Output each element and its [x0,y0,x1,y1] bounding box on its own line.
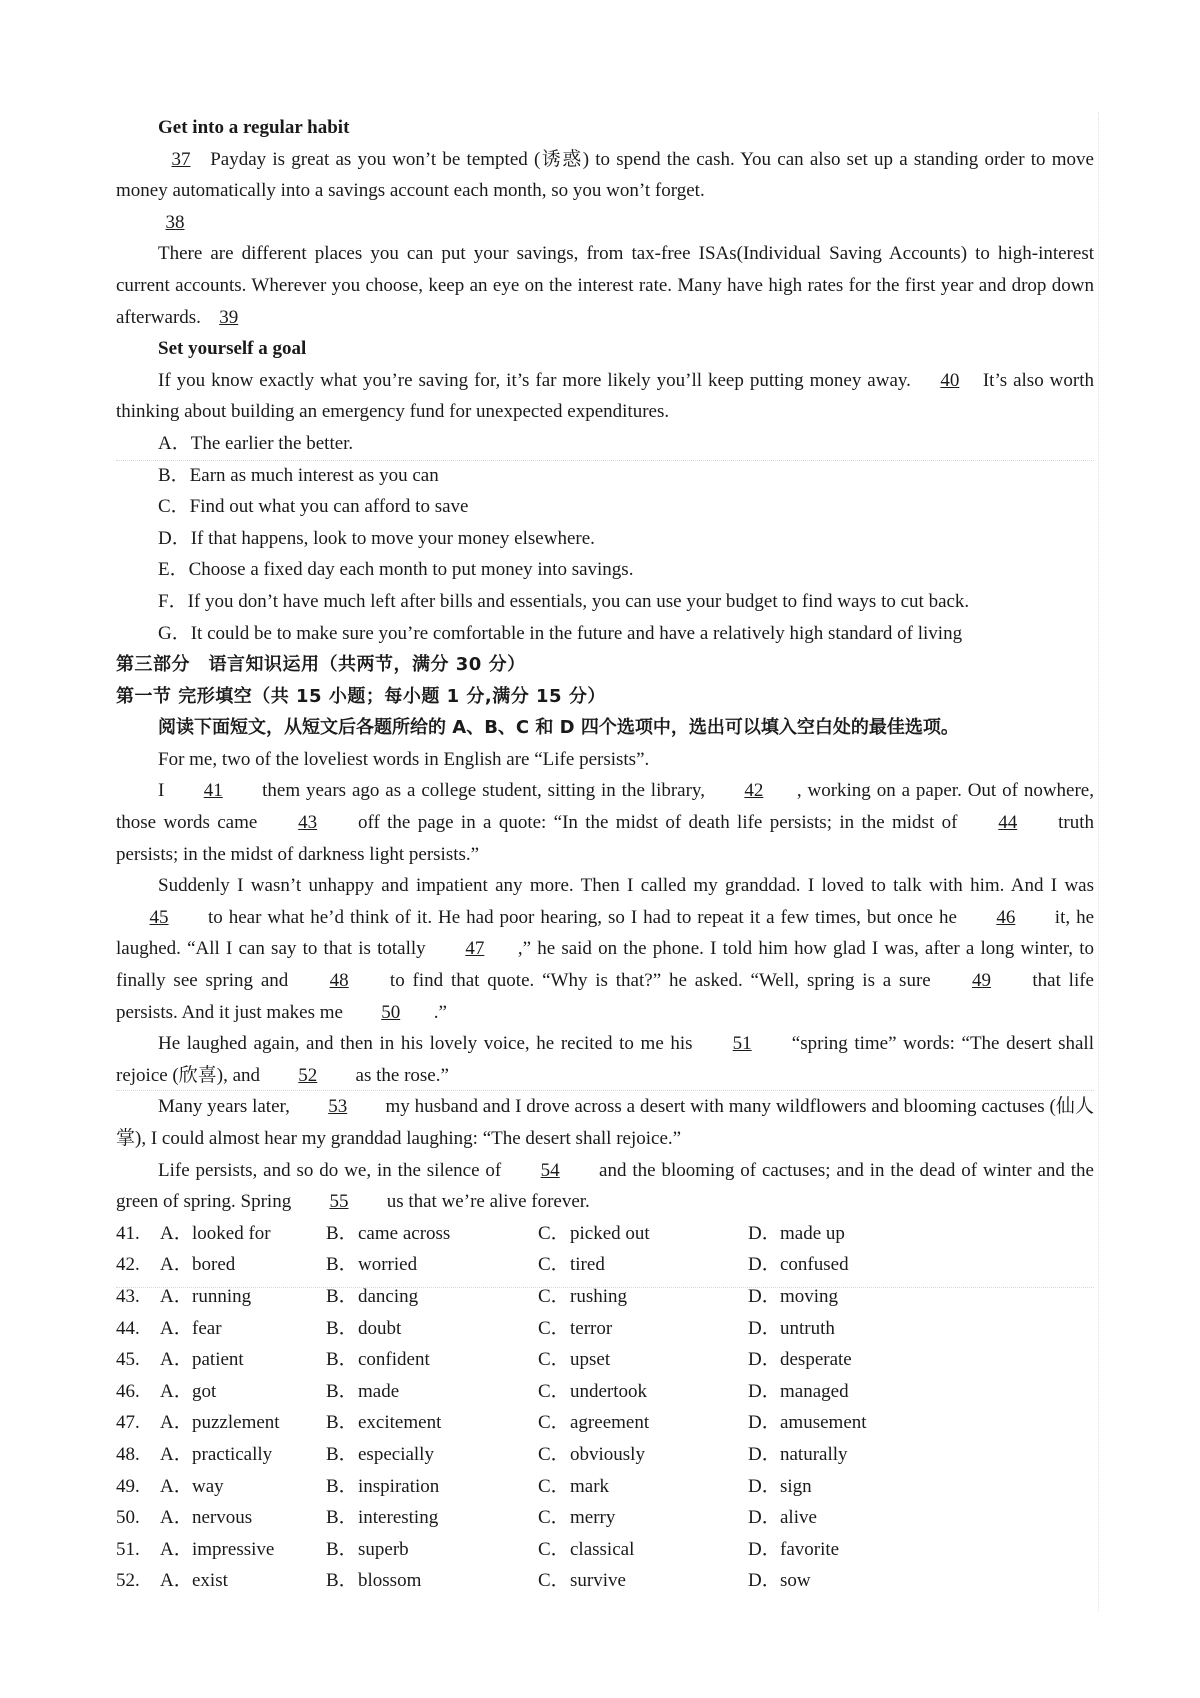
passage-text: .” [433,1001,447,1023]
choice-text: doubt [358,1317,402,1339]
choice-option-d [748,1471,948,1503]
choice-text: practically [192,1443,273,1465]
question-number: 51. [116,1538,140,1560]
choice-option-a [160,1281,326,1313]
choice-option-a [160,1376,326,1408]
question-number: 41. [116,1222,140,1244]
blank-39: 39 [219,306,239,328]
choice-option-c [538,1313,748,1345]
choice-letter: A． [160,1538,193,1560]
blank-41: 41 [203,780,223,802]
choice-text: nervous [192,1507,253,1529]
choice-letter: A． [160,1570,193,1592]
passage-text: Many years later, [158,1096,295,1118]
choice-option-a [160,1534,326,1566]
choice-letter: D． [748,1222,781,1244]
choice-text: untruth [780,1317,835,1339]
passage-text: and the blooming of cactuses; and in the dead of winter and the green of spring. Spring [116,1159,1094,1213]
passage-text: Life persists, and so do we, in the silence of [158,1159,508,1181]
choice-option-a [160,1439,326,1471]
choice-row [116,1218,1094,1250]
option-d: D．If that happens, look to move your money elsewhere. [158,527,595,549]
passage-text: off the page in a quote: “In the midst of death life persists; in the midst of [350,812,965,834]
choice-letter: D． [748,1380,781,1402]
choice-text: especially [358,1443,434,1465]
choice-text: mark [570,1475,610,1497]
choice-letter: C． [538,1317,570,1339]
choice-text: impressive [192,1538,275,1560]
choice-option-c [538,1249,748,1281]
choice-option-c [538,1565,748,1597]
choice-text: dancing [358,1285,419,1307]
passage-text: truth persists; in the midst of darkness light persists.” [116,812,1094,865]
heading-set-goal: Set yourself a goal [158,338,307,360]
choice-option-c [538,1534,748,1566]
passage-p6 [116,1155,1094,1218]
choice-letter: D． [748,1412,781,1434]
choice-letter: C． [538,1570,570,1592]
choice-letter: C． [538,1285,570,1307]
choice-option-b [326,1376,538,1408]
choice-letter: B． [326,1349,358,1371]
choice-letter: C． [538,1507,570,1529]
choice-option-b [326,1502,538,1534]
choice-option-d [748,1249,948,1281]
choice-option-d [748,1534,948,1566]
paragraph-text: Payday is great as you won’t be tempted (诱惑) to spend the cash. You can also set up a standing order to move money automatically into a savings account each month, so you won’t forget. [116,148,1094,202]
choice-text: blossom [358,1570,422,1592]
choice-row [116,1565,1094,1597]
choice-letter: D． [748,1570,781,1592]
blank-48: 48 [329,970,349,992]
choice-text: tired [570,1254,605,1276]
choice-option-b [326,1407,538,1439]
question-number: 47. [116,1412,140,1434]
choice-text: patient [192,1349,244,1371]
choice-row [116,1281,1094,1313]
paragraph-text: If you know exactly what you’re saving for, it’s far more likely you’ll keep putting money away. [158,369,917,391]
choice-text: inspiration [358,1475,440,1497]
choice-option-a [160,1218,326,1250]
choice-text: confused [780,1254,849,1276]
section1-title: 第一节 完形填空（共 15 小题；每小题 1 分,满分 15 分） [116,685,606,707]
choice-row [116,1439,1094,1471]
choice-letter: B． [326,1443,358,1465]
choice-letter: B． [326,1317,358,1339]
choice-row [116,1344,1094,1376]
passage-text: us that we’re alive forever. [381,1191,590,1213]
blank-38: 38 [165,211,185,233]
choice-letter: B． [326,1570,358,1592]
choice-text: desperate [780,1349,852,1371]
blank-40: 40 [940,369,960,391]
choice-row [116,1534,1094,1566]
choice-option-d [748,1502,948,1534]
paragraph-38 [116,207,1094,239]
choice-text: undertook [570,1380,648,1402]
choice-text: got [192,1380,217,1402]
choice-text: classical [570,1538,635,1560]
question-number: 48. [116,1443,140,1465]
choice-text: upset [570,1349,611,1371]
question-number: 50. [116,1507,140,1529]
passage-text: “spring time” words: “The desert shall rejoice (欣喜), and [116,1033,1094,1086]
choice-text: amusement [780,1412,867,1434]
choice-letter: A． [160,1412,193,1434]
choice-row [116,1313,1094,1345]
blank-37: 37 [171,148,191,170]
choice-text: interesting [358,1507,439,1529]
passage-p5 [116,1091,1094,1154]
passage-p4 [116,1028,1094,1091]
choice-row [116,1407,1094,1439]
choice-letter: D． [748,1285,781,1307]
blank-53: 53 [328,1096,348,1118]
option-c: C．Find out what you can afford to save [158,496,469,518]
choice-text: worried [358,1254,418,1276]
choice-letter: A． [160,1349,193,1371]
choice-text: favorite [780,1538,840,1560]
page-edge-dots [1098,112,1099,1612]
choice-option-c [538,1281,748,1313]
choice-letter: D． [748,1349,781,1371]
choice-text: puzzlement [192,1412,280,1434]
blank-54: 54 [540,1159,560,1181]
choice-option-b [326,1565,538,1597]
option-a: A．The earlier the better. [158,432,354,454]
choice-row [116,1471,1094,1503]
choice-text: fear [192,1317,222,1339]
choice-letter: D． [748,1507,781,1529]
choice-row [116,1376,1094,1408]
passage-text: my husband and I drove across a desert with many wildflowers and blooming cactuses (仙人掌), I could almost hear my granddad laughing: “The desert shall rejoice.” [116,1096,1095,1149]
option-g: G．It could be to make sure you’re comfortable in the future and have a relatively high standard of living [158,622,963,644]
choice-text: exist [192,1570,228,1592]
choice-option-a [160,1502,326,1534]
choice-text: moving [780,1285,839,1307]
passage-text: to hear what he’d think of it. He had poor hearing, so I had to repeat it a few times, but once he [202,906,963,928]
passage-p1: For me, two of the loveliest words in English are “Life persists”. [158,748,650,770]
blank-49: 49 [972,970,992,992]
option-e: E．Choose a fixed day each month to put money into savings. [158,559,634,581]
passage-p3 [116,870,1094,1028]
blank-52: 52 [298,1064,318,1086]
choice-option-c [538,1471,748,1503]
choice-row [116,1249,1094,1281]
choice-letter: C． [538,1349,570,1371]
blank-55: 55 [329,1191,349,1213]
choice-letter: C． [538,1380,570,1402]
choice-option-b [326,1439,538,1471]
question-number: 43. [116,1285,140,1307]
choice-letter: C． [538,1475,570,1497]
choice-option-b [326,1313,538,1345]
choice-letter: B． [326,1254,358,1276]
choice-text: survive [570,1570,626,1592]
choice-letter: B． [326,1285,358,1307]
choice-text: way [192,1475,224,1497]
choice-letter: B． [326,1538,358,1560]
choice-option-c [538,1502,748,1534]
choice-option-b [326,1344,538,1376]
choice-letter: D． [748,1317,781,1339]
passage-text: it, he laughed. “All I can say to that is totally [116,906,1095,960]
passage-text: Suddenly I wasn’t unhappy and impatient any more. Then I called my granddad. I loved to talk with him. And I was [158,875,1094,897]
choice-text: running [192,1285,252,1307]
passage-text: them years ago as a college student, sitting in the library, [256,780,711,802]
choice-option-d [748,1565,948,1597]
passage-text: ,” he said on the phone. I told him how glad I was, after a long winter, to finally see spring and [116,938,1094,992]
choice-letter: C． [538,1222,570,1244]
choice-text: superb [358,1538,409,1560]
paragraph-places [116,238,1094,333]
choice-letter: A． [160,1317,193,1339]
choice-letter: D． [748,1443,781,1465]
instruction: 阅读下面短文，从短文后各题所给的 A、B、C 和 D 四个选项中，选出可以填入空白处的最佳选项。 [158,717,959,739]
choice-option-a [160,1344,326,1376]
choice-letter: A． [160,1380,193,1402]
choice-letter: B． [326,1412,358,1434]
choice-option-a [160,1407,326,1439]
choice-option-c [538,1344,748,1376]
choice-letter: A． [160,1285,193,1307]
blank-44: 44 [998,812,1018,834]
blank-51: 51 [732,1033,752,1055]
choice-text: sign [780,1475,812,1497]
passage-text: that life persists. And it just makes me [116,970,1094,1023]
choice-text: alive [780,1507,817,1529]
choice-option-b [326,1249,538,1281]
option-b: B．Earn as much interest as you can [158,464,439,486]
choice-text: picked out [570,1222,650,1244]
choice-letter: A． [160,1222,193,1244]
choice-text: agreement [570,1412,650,1434]
blank-47: 47 [465,938,485,960]
part3-title: 第三部分 语言知识运用（共两节，满分 30 分） [116,654,526,676]
choice-text: bored [192,1254,236,1276]
choice-letter: A． [160,1443,193,1465]
choice-text: terror [570,1317,613,1339]
choice-letter: B． [326,1507,358,1529]
choice-text: came across [358,1222,451,1244]
choice-option-d [748,1313,948,1345]
choice-option-b [326,1471,538,1503]
choice-option-c [538,1407,748,1439]
option-f: F．If you don’t have much left after bills and essentials, you can use your budget to find ways to cut back. [158,590,970,612]
choice-text: rushing [570,1285,627,1307]
blank-43: 43 [298,812,318,834]
choice-option-a [160,1313,326,1345]
choice-letter: D． [748,1538,781,1560]
choice-text: sow [780,1570,811,1592]
blank-42: 42 [744,780,764,802]
choice-option-c [538,1218,748,1250]
passage-text: as the rose.” [350,1064,449,1086]
passage-p2 [116,775,1094,870]
choice-option-d [748,1281,948,1313]
answer-choices [116,1218,1094,1597]
choice-option-a [160,1565,326,1597]
choice-option-a [160,1471,326,1503]
choice-text: obviously [570,1443,645,1465]
paragraph-37 [116,144,1094,207]
choice-option-d [748,1218,948,1250]
choice-text: confident [358,1349,430,1371]
choice-option-a [160,1249,326,1281]
question-number: 52. [116,1570,140,1592]
choice-text: excitement [358,1412,442,1434]
exam-page [116,112,1094,1597]
choice-letter: A． [160,1507,193,1529]
choice-letter: B． [326,1380,358,1402]
choice-letter: C． [538,1254,570,1276]
question-number: 42. [116,1254,140,1276]
question-number: 44. [116,1317,140,1339]
paragraph-text: There are different places you can put your savings, from tax-free ISAs(Individual Saving Accounts) to high-interest current accounts. Wherever you choose, keep an eye on the interest rate. Many have high rates for the first year and drop down afterwards. [116,243,1094,328]
question-number: 45. [116,1349,140,1371]
choice-text: naturally [780,1443,848,1465]
choice-letter: A． [160,1475,193,1497]
choice-text: merry [570,1507,616,1529]
choice-text: made [358,1380,400,1402]
paragraph-text: It’s also worth thinking about building an emergency fund for unexpected expenditures. [116,369,1094,423]
blank-45: 45 [149,906,169,928]
choice-option-b [326,1281,538,1313]
heading-regular-habit: Get into a regular habit [158,117,350,138]
choice-text: looked for [192,1222,271,1244]
passage-text: I [158,780,171,802]
choice-option-b [326,1218,538,1250]
choice-option-b [326,1534,538,1566]
choice-text: managed [780,1380,849,1402]
choice-text: made up [780,1222,845,1244]
choice-option-d [748,1344,948,1376]
passage-text: to find that quote. “Why is that?” he asked. “Well, spring is a sure [382,970,939,992]
question-number: 49. [116,1475,140,1497]
choice-option-c [538,1439,748,1471]
paragraph-goal [116,365,1094,428]
question-number: 46. [116,1380,140,1402]
choice-letter: B． [326,1222,358,1244]
choice-option-d [748,1439,948,1471]
choice-letter: D． [748,1254,781,1276]
choice-option-d [748,1407,948,1439]
choice-letter: C． [538,1538,570,1560]
choice-letter: C． [538,1412,570,1434]
choice-letter: C． [538,1443,570,1465]
blank-46: 46 [996,906,1016,928]
choice-row [116,1502,1094,1534]
choice-letter: D． [748,1475,781,1497]
blank-50: 50 [381,1001,401,1023]
choice-letter: B． [326,1475,358,1497]
choice-option-c [538,1376,748,1408]
passage-text: , working on a paper. Out of nowhere, those words came [116,780,1094,834]
passage-text: He laughed again, and then in his lovely voice, he recited to me his [158,1033,700,1055]
choice-option-d [748,1376,948,1408]
choice-letter: A． [160,1254,193,1276]
